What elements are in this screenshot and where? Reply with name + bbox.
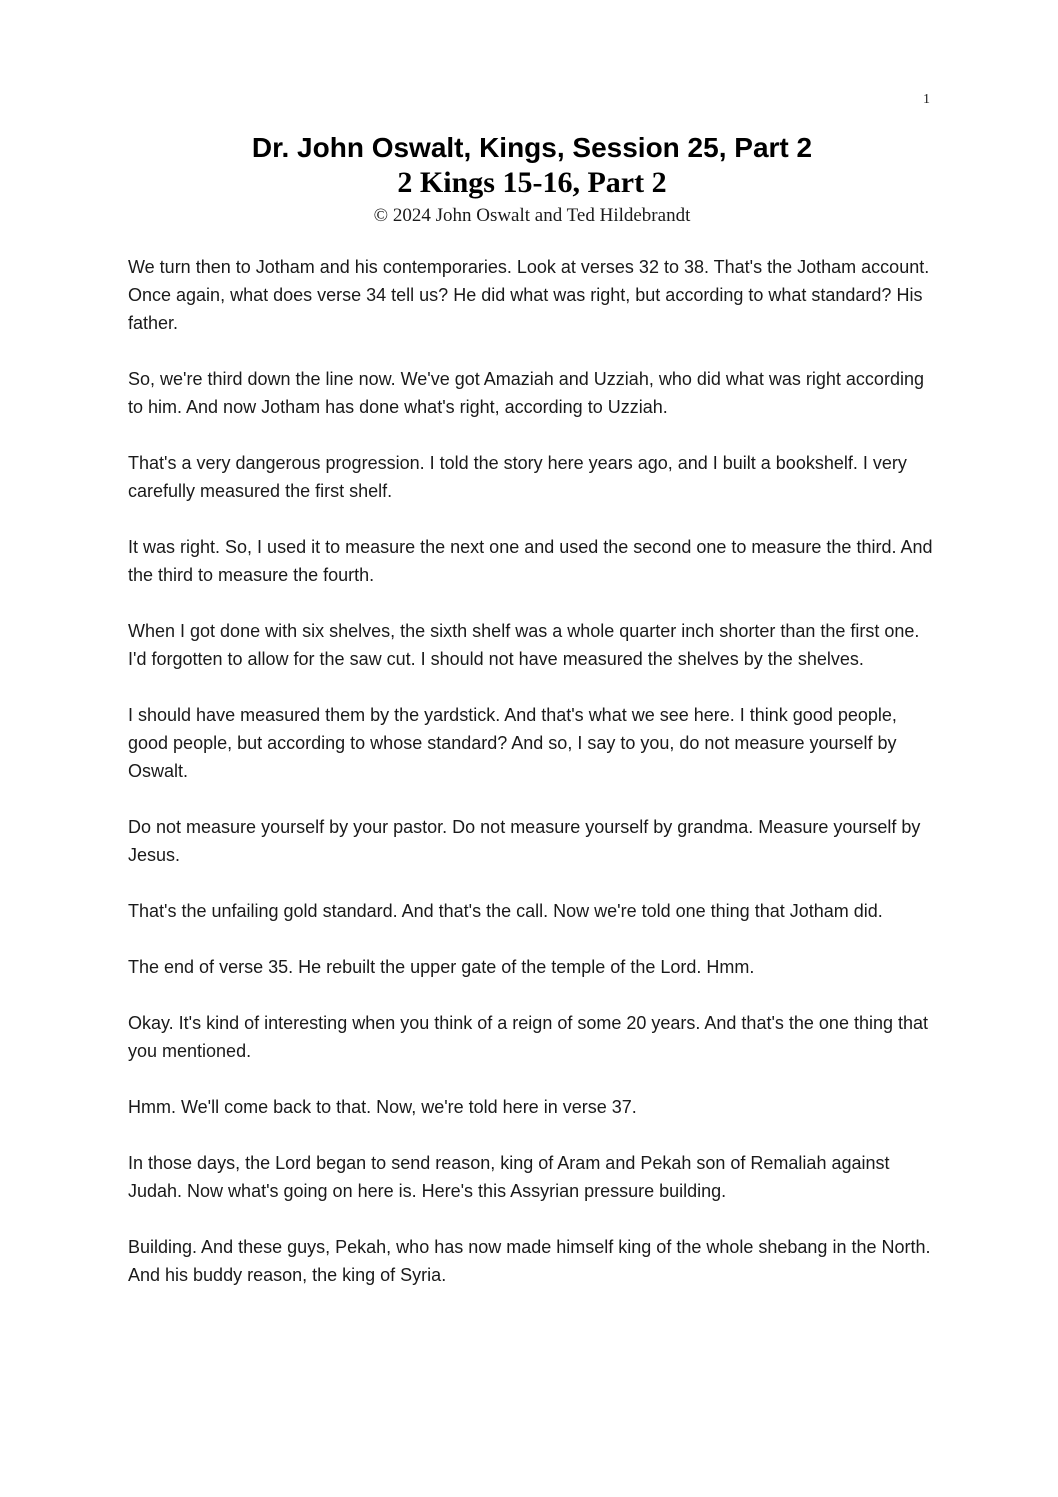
paragraph: Building. And these guys, Pekah, who has now made himself king of the whole shebang in the North. And his buddy reason, the king of Syria.: [128, 1237, 931, 1285]
paragraph: We turn then to Jotham and his contemporaries. Look at verses 32 to 38. That's the Jotham account. Once again, what does verse 34 tell us? He did what was right, but according to what standard? His father.: [128, 257, 930, 333]
copyright-line: © 2024 John Oswalt and Ted Hildebrandt: [373, 205, 691, 226]
document-title-line1: Dr. John Oswalt, Kings, Session 25, Part 2: [251, 132, 813, 163]
paragraph: The end of verse 35. He rebuilt the upper gate of the temple of the Lord. Hmm.: [128, 957, 755, 977]
paragraph: Hmm. We'll come back to that. Now, we're told here in verse 37.: [128, 1097, 637, 1117]
document-title-line2: 2 Kings 15-16, Part 2: [397, 166, 667, 199]
paragraph: It was right. So, I used it to measure the next one and used the second one to measure the third. And the third to measure the fourth.: [128, 537, 933, 585]
paragraph: When I got done with six shelves, the sixth shelf was a whole quarter inch shorter than the first one. I'd forgotten to allow for the saw cut. I should not have measured the shelves by the shelves.: [128, 621, 920, 669]
paragraph: So, we're third down the line now. We've got Amaziah and Uzziah, who did what was right according to him. And now Jotham has done what's right, according to Uzziah.: [128, 369, 924, 417]
paragraph: That's a very dangerous progression. I told the story here years ago, and I built a bookshelf. I very carefully measured the first shelf.: [128, 453, 907, 501]
paragraph-list: [128, 253, 936, 1289]
document-content: [128, 130, 936, 1317]
paragraph: Okay. It's kind of interesting when you think of a reign of some 20 years. And that's the one thing that you mentioned.: [128, 1013, 929, 1061]
paragraph: I should have measured them by the yardstick. And that's what we see here. I think good people, good people, but according to whose standard? And so, I say to you, do not measure yourself by Oswalt.: [128, 705, 897, 781]
paragraph: Do not measure yourself by your pastor. Do not measure yourself by grandma. Measure yourself by Jesus.: [128, 817, 921, 865]
paragraph: That's the unfailing gold standard. And that's the call. Now we're told one thing that Jotham did.: [128, 901, 883, 921]
paragraph: In those days, the Lord began to send reason, king of Aram and Pekah son of Remaliah against Judah. Now what's going on here is. Here's this Assyrian pressure building.: [128, 1153, 890, 1201]
page-number: 1: [923, 92, 930, 107]
